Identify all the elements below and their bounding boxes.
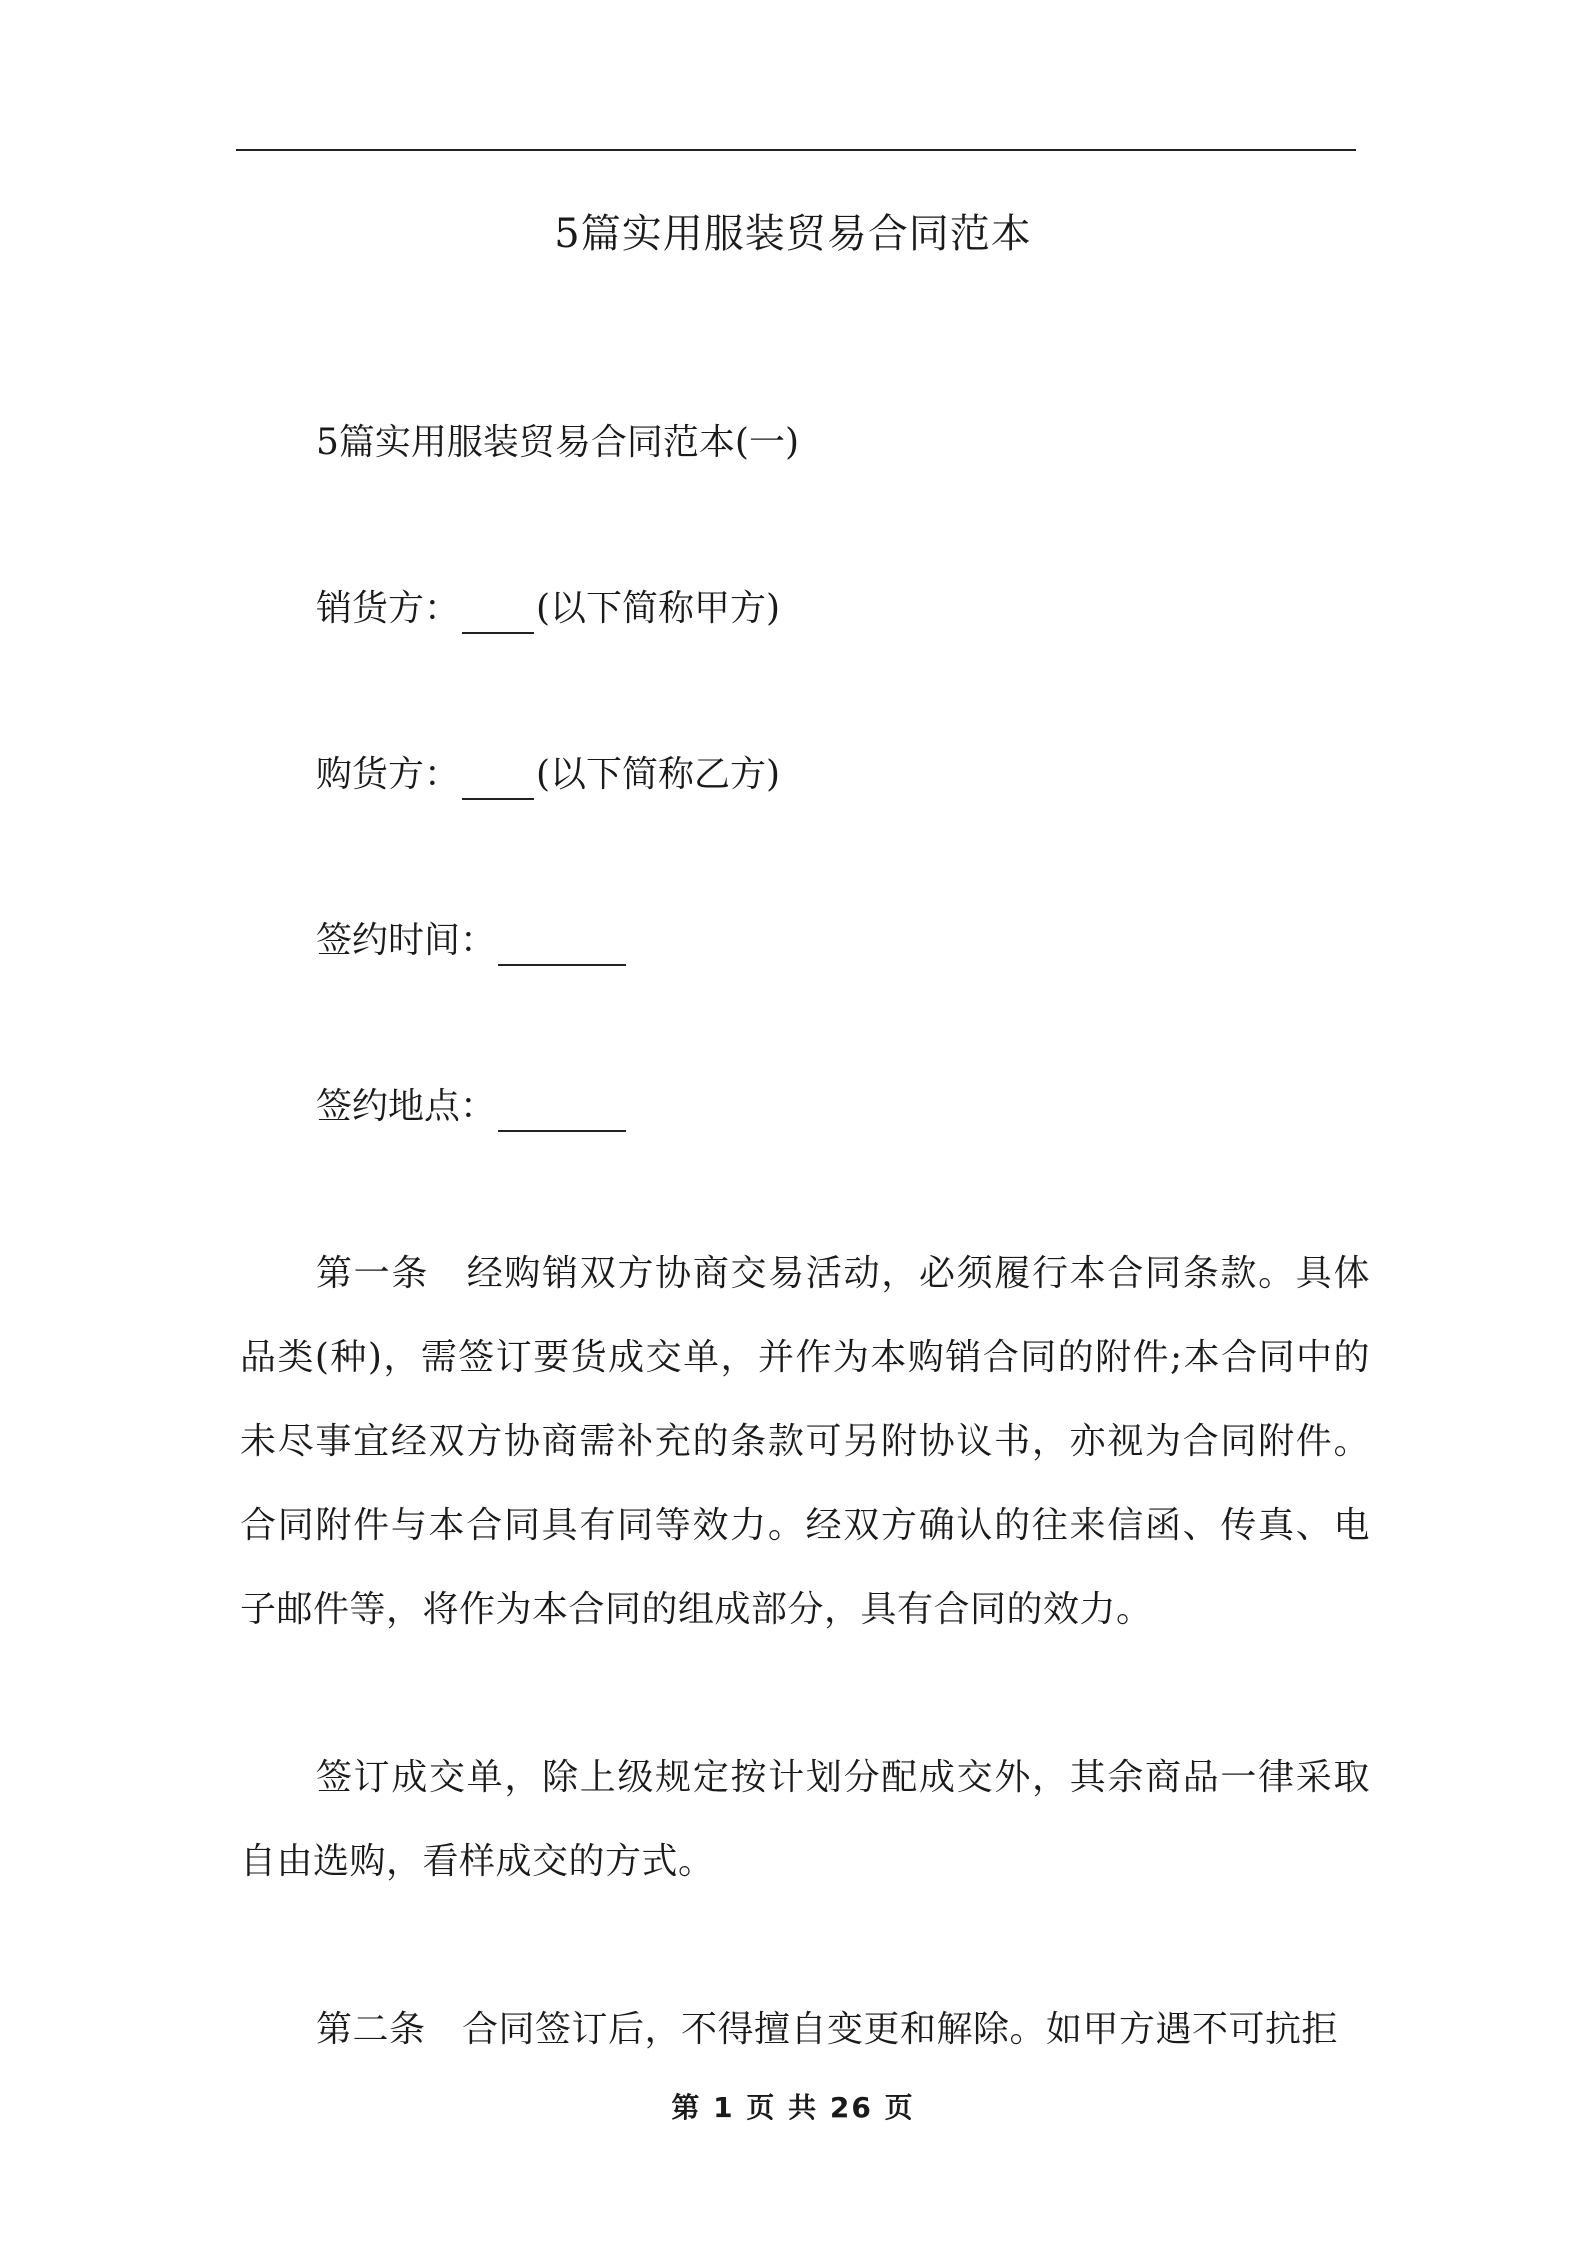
seller-line xyxy=(316,584,780,634)
document-title: 5篇实用服装贸易合同范本 xyxy=(554,211,1032,257)
section-heading: 5篇实用服装贸易合同范本(一) xyxy=(316,422,799,463)
transaction-method-paragraph: 签订成交单，除上级规定按计划分配成交外，其余商品一律采取自由选购，看样成交的方式。 xyxy=(240,1757,1370,1882)
buyer-suffix: (以下简称乙方) xyxy=(536,754,781,795)
sign-place-blank xyxy=(498,1090,626,1132)
buyer-label: 购货方： xyxy=(316,754,461,795)
buyer-line xyxy=(316,750,780,800)
sign-time-label: 签约时间： xyxy=(316,920,497,961)
sign-time-line xyxy=(316,916,628,966)
page-indicator: 第 1 页 共 26 页 xyxy=(671,2091,915,2124)
seller-label: 销货方： xyxy=(316,588,461,629)
header-rule xyxy=(236,149,1356,151)
sign-place-line xyxy=(316,1082,628,1132)
sign-time-blank xyxy=(498,924,626,966)
article-two-paragraph: 第二条 合同签订后，不得擅自变更和解除。如甲方遇不可抗拒 xyxy=(316,2009,1339,2050)
buyer-blank xyxy=(462,758,534,800)
article-one-paragraph: 第一条 经购销双方协商交易活动，必须履行本合同条款。具体品类(种)，需签订要货成交单，并作为本购销合同的附件;本合同中的未尽事宜经双方协商需补充的条款可另附协议书，亦视为合同附件。合同附件与本合同具有同等效力。经双方确认的往来信函、传真、电子邮件等，将作为本合同的组成部分，具有合同的效力。 xyxy=(240,1253,1370,1630)
seller-blank xyxy=(462,592,534,634)
sign-place-label: 签约地点： xyxy=(316,1086,497,1127)
seller-suffix: (以下简称甲方) xyxy=(536,588,781,629)
